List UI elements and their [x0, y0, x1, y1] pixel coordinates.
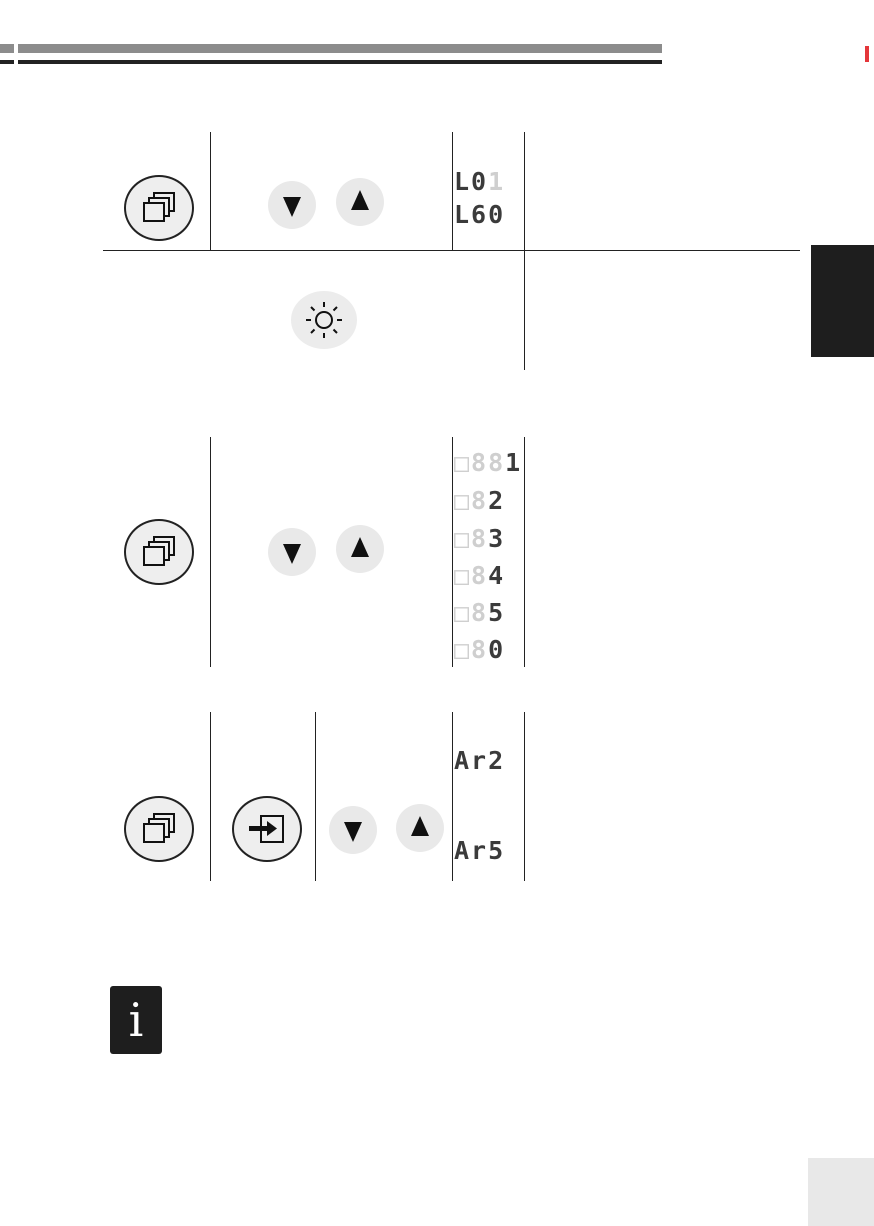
lcd-readout: □881	[454, 448, 523, 477]
chapter-tab	[811, 245, 874, 357]
divider	[452, 712, 453, 881]
divider	[452, 132, 453, 250]
layers-button[interactable]	[124, 519, 194, 585]
layers-button[interactable]	[124, 175, 194, 241]
layers-button[interactable]	[124, 796, 194, 862]
up-button[interactable]	[396, 804, 444, 852]
down-button[interactable]	[329, 806, 377, 854]
down-button[interactable]	[268, 528, 316, 576]
layers-icon	[138, 188, 180, 228]
down-arrow-icon	[344, 822, 362, 842]
lcd-readout: □85	[454, 598, 506, 627]
down-arrow-icon	[283, 197, 301, 217]
up-arrow-icon	[351, 190, 369, 210]
up-arrow-icon	[351, 537, 369, 557]
row-divider	[103, 250, 800, 251]
down-arrow-icon	[283, 544, 301, 564]
header-rule	[18, 44, 662, 53]
layers-icon	[138, 809, 180, 849]
info-icon: i	[110, 986, 162, 1054]
lcd-readout: L01	[454, 167, 506, 196]
divider	[210, 437, 211, 667]
lcd-readout: □84	[454, 561, 506, 590]
header-accent-mark	[865, 46, 869, 62]
header-rule-stub-dark	[0, 60, 14, 64]
divider	[524, 437, 525, 667]
down-button[interactable]	[268, 181, 316, 229]
lcd-readout: Ar5	[454, 836, 506, 865]
lcd-readout: L60	[454, 200, 506, 229]
lcd-readout: □83	[454, 524, 506, 553]
divider	[315, 712, 316, 881]
divider	[524, 132, 525, 370]
enter-arrow-icon	[245, 812, 289, 846]
lcd-readout: □80	[454, 635, 506, 664]
lcd-readout: □82	[454, 486, 506, 515]
up-button[interactable]	[336, 178, 384, 226]
up-arrow-icon	[411, 816, 429, 836]
divider	[524, 712, 525, 881]
page-number-box	[808, 1158, 874, 1226]
header-rule-dark	[18, 60, 662, 64]
sun-icon	[304, 300, 344, 340]
up-button[interactable]	[336, 525, 384, 573]
header-rule-stub	[0, 44, 14, 53]
lcd-readout: Ar2	[454, 746, 506, 775]
brightness-button[interactable]	[291, 291, 357, 349]
enter-button[interactable]	[232, 796, 302, 862]
divider	[210, 132, 211, 250]
divider	[210, 712, 211, 881]
layers-icon	[138, 532, 180, 572]
divider	[452, 437, 453, 667]
